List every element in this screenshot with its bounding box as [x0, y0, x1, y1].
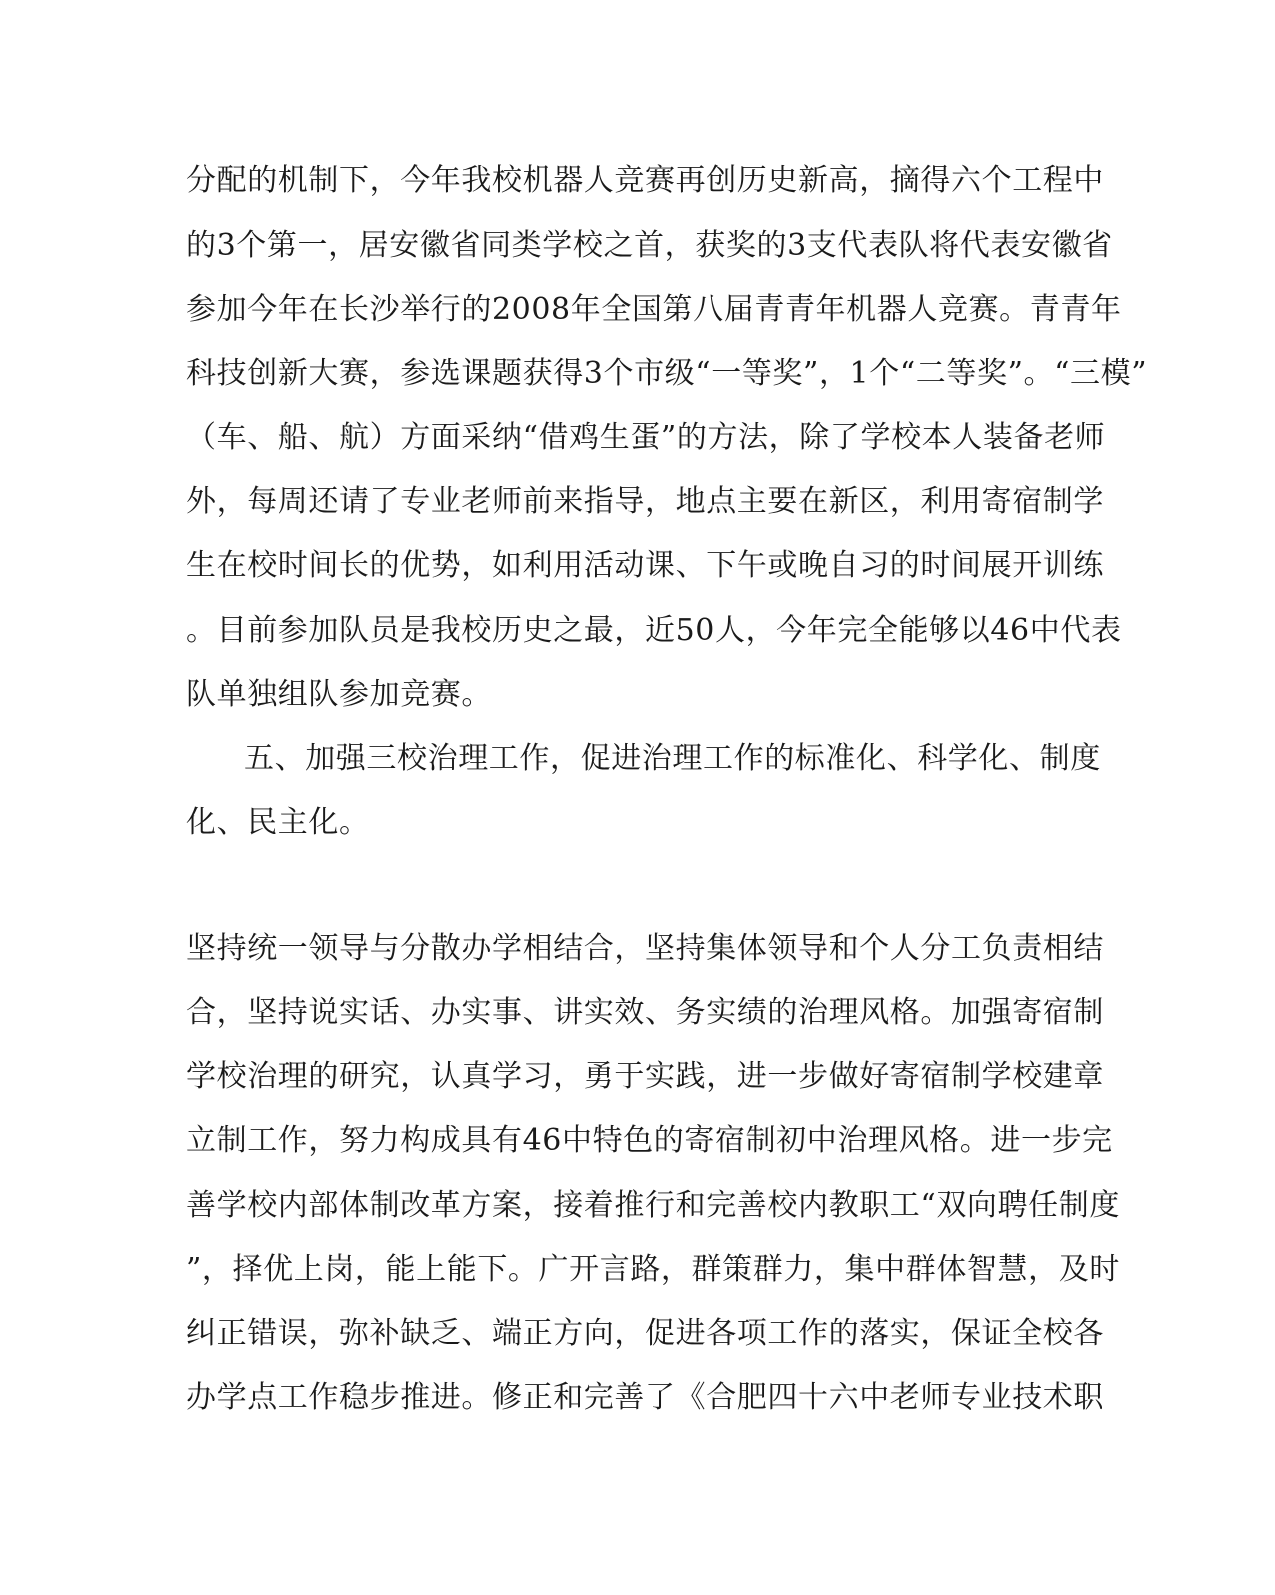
text-line: 坚持统一领导与分散办学相结合，坚持集体领导和个人分工负责相结	[186, 931, 1104, 966]
text-line: 参加今年在长沙举行的2008年全国第八届青青年机器人竞赛。青青年	[186, 292, 1122, 327]
text-line: 生在校时间长的优势，如利用活动课、下午或晚自习的时间展开训练	[186, 548, 1104, 583]
text-line: 立制工作，努力构成具有46中特色的寄宿制初中治理风格。进一步完	[186, 1123, 1113, 1158]
section-heading-continued: 化、民主化。	[186, 805, 370, 840]
text-line: 办学点工作稳步推进。修正和完善了《合肥四十六中老师专业技术职	[186, 1380, 1104, 1415]
text-line: 的3个第一，居安徽省同类学校之首，获奖的3支代表队将代表安徽省	[186, 228, 1113, 263]
text-line: 队单独组队参加竞赛。	[186, 677, 492, 712]
text-line: 科技创新大赛，参选课题获得3个市级“一等奖”，1个“二等奖”。“三模”	[186, 356, 1148, 391]
text-line: 合，坚持说实话、办实事、讲实效、务实绩的治理风格。加强寄宿制	[186, 995, 1104, 1030]
text-line: 外，每周还请了专业老师前来指导，地点主要在新区，利用寄宿制学	[186, 484, 1104, 519]
text-line: 学校治理的研究，认真学习，勇于实践，进一步做好寄宿制学校建章	[186, 1059, 1104, 1094]
text-line: 分配的机制下，今年我校机器人竞赛再创历史新高，摘得六个工程中	[186, 163, 1104, 198]
section-heading: 五、加强三校治理工作，促进治理工作的标准化、科学化、制度	[244, 741, 1101, 776]
text-line: （车、船、航）方面采纳“借鸡生蛋”的方法，除了学校本人装备老师	[186, 420, 1106, 455]
text-line: 。目前参加队员是我校历史之最，近50人，今年完全能够以46中代表	[186, 613, 1122, 648]
text-line: 善学校内部体制改革方案，接着推行和完善校内教职工“双向聘任制度	[186, 1188, 1120, 1223]
text-line: 纠正错误，弥补缺乏、端正方向，促进各项工作的落实，保证全校各	[186, 1316, 1104, 1351]
text-line: ”，择优上岗，能上能下。广开言路，群策群力，集中群体智慧，及时	[186, 1252, 1120, 1287]
